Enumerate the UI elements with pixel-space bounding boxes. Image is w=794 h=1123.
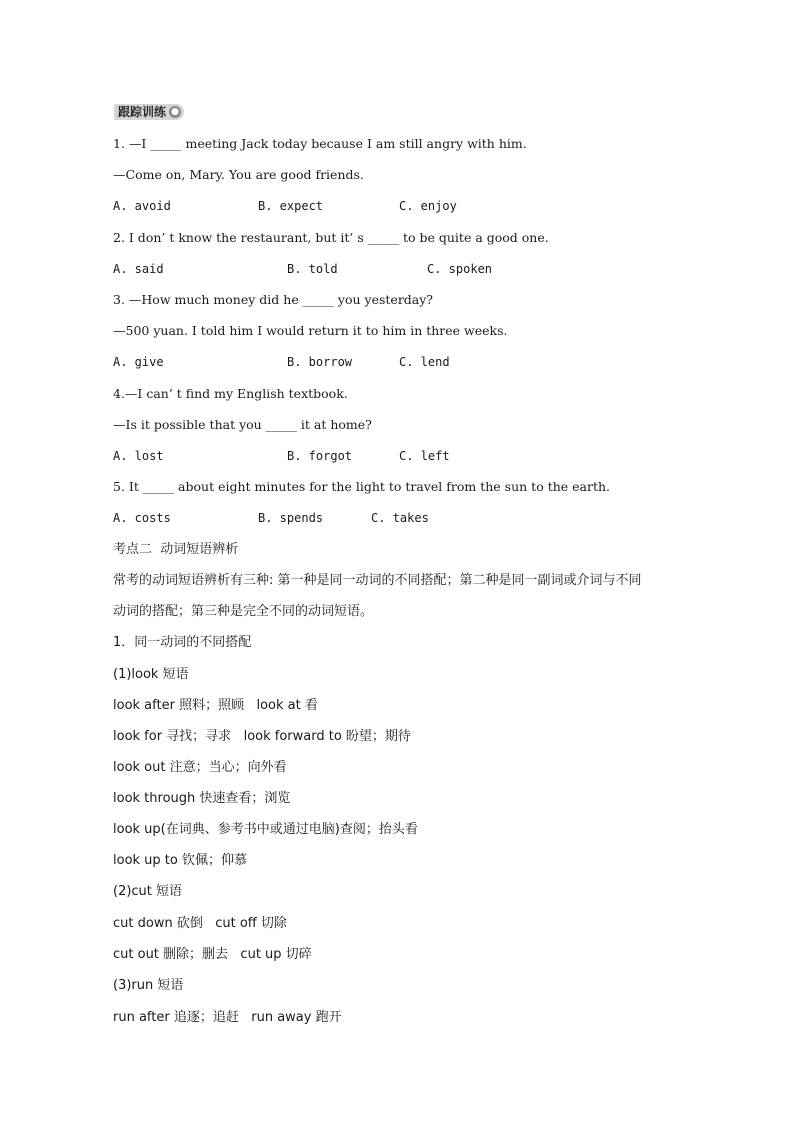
look-phrase-5: look up(在词典、参考书中或通过电脑)查阅；抬头看 [113, 822, 418, 837]
cut-phrase-1: cut down 砍倒 cut off 切除 [113, 916, 287, 931]
question-4-line-1: 4.—I can’ t find my English textbook. [113, 386, 348, 401]
question-4-option-b: B. forgot [287, 449, 353, 463]
question-1-option-c: C. enjoy [399, 199, 457, 213]
question-3-option-c: C. lend [399, 355, 450, 369]
badge-circle-icon: ● [169, 106, 181, 118]
subsection-1-heading: 1．同一动词的不同搭配 [113, 635, 252, 650]
run-phrases-title: (3)run 短语 [113, 978, 184, 993]
question-3-line-2: —500 yuan. I told him I would return it to him in three weeks. [113, 323, 508, 338]
question-2-option-a: A. said [113, 262, 164, 276]
question-2-line-1: 2. I don’ t know the restaurant, but it’ s _____ to be quite a good one. [113, 230, 549, 245]
question-4-line-2: —Is it possible that you _____ it at home? [113, 417, 372, 432]
look-phrase-2: look for 寻找；寻求 look forward to 盼望；期待 [113, 729, 411, 744]
question-4-option-a: A. lost [113, 449, 164, 463]
question-5-option-c: C. takes [371, 511, 429, 525]
look-phrase-4: look through 快速查看；浏览 [113, 791, 291, 806]
question-4-option-c: C. left [399, 449, 450, 463]
question-5-option-b: B. spends [258, 511, 324, 525]
section-badge [114, 104, 184, 120]
question-1-line-2: —Come on, Mary. You are good friends. [113, 167, 364, 182]
question-2-option-c: C. spoken [427, 262, 493, 276]
question-1-option-b: B. expect [258, 199, 324, 213]
question-5-line-1: 5. It _____ about eight minutes for the light to travel from the sun to the earth. [113, 479, 611, 494]
question-3-option-a: A. give [113, 355, 164, 369]
question-5-option-a: A. costs [113, 511, 171, 525]
look-phrases-title: (1)look 短语 [113, 667, 189, 682]
look-phrase-3: look out 注意；当心；向外看 [113, 760, 287, 775]
section-2-intro-line-1: 常考的动词短语辨析有三种: 第一种是同一动词的不同搭配；第二种是同一副词或介词与不同 [113, 573, 642, 588]
section-2-heading: 考点二 动词短语辨析 [113, 542, 239, 557]
section-2-intro-line-2: 动词的搭配；第三种是完全不同的动词短语。 [113, 604, 374, 619]
section-badge-label: 跟踪训练 [118, 105, 167, 119]
question-3-line-1: 3. —How much money did he _____ you yesterday? [113, 292, 434, 307]
question-1-option-a: A. avoid [113, 199, 171, 213]
cut-phrases-title: (2)cut 短语 [113, 884, 183, 899]
question-1-line-1: 1. —I _____ meeting Jack today because I am still angry with him. [113, 136, 527, 151]
question-2-option-b: B. told [287, 262, 338, 276]
cut-phrase-2: cut out 删除；删去 cut up 切碎 [113, 947, 312, 962]
run-phrase-1: run after 追逐；追赶 run away 跑开 [113, 1010, 342, 1025]
look-phrase-1: look after 照料；照顾 look at 看 [113, 698, 318, 713]
question-3-option-b: B. borrow [287, 355, 353, 369]
look-phrase-6: look up to 钦佩；仰慕 [113, 853, 247, 868]
